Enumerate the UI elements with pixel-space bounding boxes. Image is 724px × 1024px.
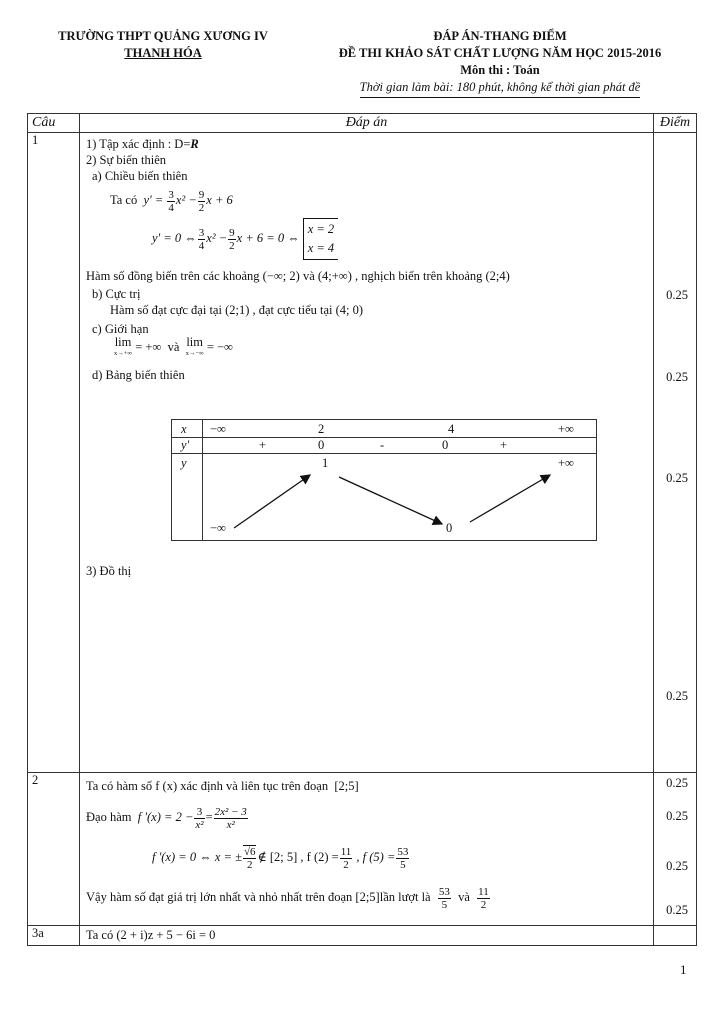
vt-label-x: x xyxy=(181,422,187,436)
q3a-line1: Ta có (2 + i)z + 5 − 6i = 0 xyxy=(86,928,216,942)
vt-x-4: 4 xyxy=(448,422,455,436)
extrema-heading: b) Cực trị xyxy=(92,287,141,301)
school-province: THANH HÓA xyxy=(124,46,202,60)
score-q2-2: 0.25 xyxy=(666,809,688,823)
q2-critical: f '(x) = 0 ⇔ x = ± $\frac{√6}{2}$ ∉ [2; 5] , f (2) = $\frac{11}{2}$ , f (5) = $\frac{53}{5}$ xyxy=(152,845,409,872)
doc-title: ĐÁP ÁN-THANG ĐIỂM xyxy=(433,29,567,43)
subject: Môn thi : Toán xyxy=(460,63,540,77)
arrow-decreasing xyxy=(339,477,442,524)
col-question: Câu xyxy=(28,114,80,133)
page-number: 1 xyxy=(680,962,687,977)
graph-heading: 3) Đồ thị xyxy=(86,564,132,578)
variation-heading: 2) Sự biến thiên xyxy=(86,153,167,167)
critical-points-line: y' = 0 ⇔ $\frac{3}{4}$ x² − $\frac{9}{2}$ x + 6 = 0 ⇔x = 2 x = 4 xyxy=(152,218,338,260)
monotonic-conclusion: Hàm số đồng biến trên các khoảng (−∞; 2) và (4;+∞) , nghịch biến trên khoảng (2;4) xyxy=(86,269,510,283)
score-q1-1: 0.25 xyxy=(666,288,688,302)
answer-q2 xyxy=(80,773,654,926)
arrow-increasing-1 xyxy=(234,475,310,528)
vt-y-min: 0 xyxy=(446,521,453,535)
question-number-1: 1 xyxy=(28,133,80,773)
school-header xyxy=(28,28,298,62)
answer-q1 xyxy=(80,133,654,773)
answer-q3a xyxy=(80,926,654,946)
col-score: Điểm xyxy=(654,114,697,133)
exam-header xyxy=(300,28,700,98)
vt-x-2: 2 xyxy=(318,422,325,436)
score-q1-4: 0.25 xyxy=(666,689,688,703)
vt-zero-2: 0 xyxy=(442,438,449,452)
score-q2 xyxy=(654,773,697,926)
score-q1 xyxy=(654,133,697,773)
score-q1-2: 0.25 xyxy=(666,370,688,384)
variation-table xyxy=(171,419,597,541)
derivative-line: Ta có y' = $\frac{3}{4}$ x² − $\frac{9}{2}$ x + 6 xyxy=(110,188,233,214)
vt-y-max: 1 xyxy=(322,456,329,470)
vt-x-pos-inf: +∞ xyxy=(558,422,574,436)
vt-y-neg-inf: −∞ xyxy=(210,521,226,535)
vt-zero-1: 0 xyxy=(318,438,325,452)
vt-sign-plus-1: + xyxy=(259,438,267,452)
vt-x-neg-inf: −∞ xyxy=(210,422,226,436)
limits-heading: c) Giới hạn xyxy=(92,322,149,336)
q2-derivative: Đạo hàm f '(x) = 2 − $\frac{3}{\text{x²}}$ = $\frac{\text{2x² − 3}}{\text{x²}}$ xyxy=(86,805,247,831)
domain-line: 1) Tập xác định : D=R xyxy=(86,137,199,151)
extrema-line: Hàm số đạt cực đại tại (2;1) , đạt cực tiểu tại (4; 0) xyxy=(110,303,364,317)
vt-arrows xyxy=(172,420,596,540)
vt-y-pos-inf: +∞ xyxy=(558,456,574,470)
q2-conclusion: Vậy hàm số đạt giá trị lớn nhất và nhỏ nhất trên đoạn [2;5]lần lượt là $\frac{53}{5}$ và $\frac{11}{2}$ xyxy=(86,885,489,911)
exam-title: ĐỀ THI KHẢO SÁT CHẤT LƯỢNG NĂM HỌC 2015-2016 xyxy=(338,46,662,60)
vt-label-y: y xyxy=(181,456,187,470)
time-limit: Thời gian làm bài: 180 phút, không kể thời gian phát đề xyxy=(360,79,641,98)
limits-line: lim x→+∞ = +∞ và lim x→−∞ = −∞ xyxy=(114,335,233,357)
score-q3a xyxy=(654,926,697,946)
question-number-3a: 3a xyxy=(28,926,80,946)
table-heading: d) Bảng biến thiên xyxy=(92,368,185,382)
vt-label-yprime: y' xyxy=(181,438,190,452)
monotonic-heading: a) Chiều biến thiên xyxy=(92,169,188,183)
score-q2-3: 0.25 xyxy=(666,859,688,873)
score-q1-3: 0.25 xyxy=(666,471,688,485)
school-name: TRƯỜNG THPT QUẢNG XƯƠNG IV xyxy=(58,29,268,43)
score-q2-4: 0.25 xyxy=(666,903,688,917)
score-q2-1: 0.25 xyxy=(666,776,688,790)
vt-sign-plus-2: + xyxy=(500,438,508,452)
question-number-2: 2 xyxy=(28,773,80,926)
answer-table xyxy=(27,113,697,946)
col-answer: Đáp án xyxy=(80,114,654,133)
q2-line1: Ta có hàm số f (x) xác định và liên tục trên đoạn [2;5] xyxy=(86,779,359,793)
arrow-increasing-2 xyxy=(470,475,550,522)
vt-sign-minus: - xyxy=(380,438,385,452)
